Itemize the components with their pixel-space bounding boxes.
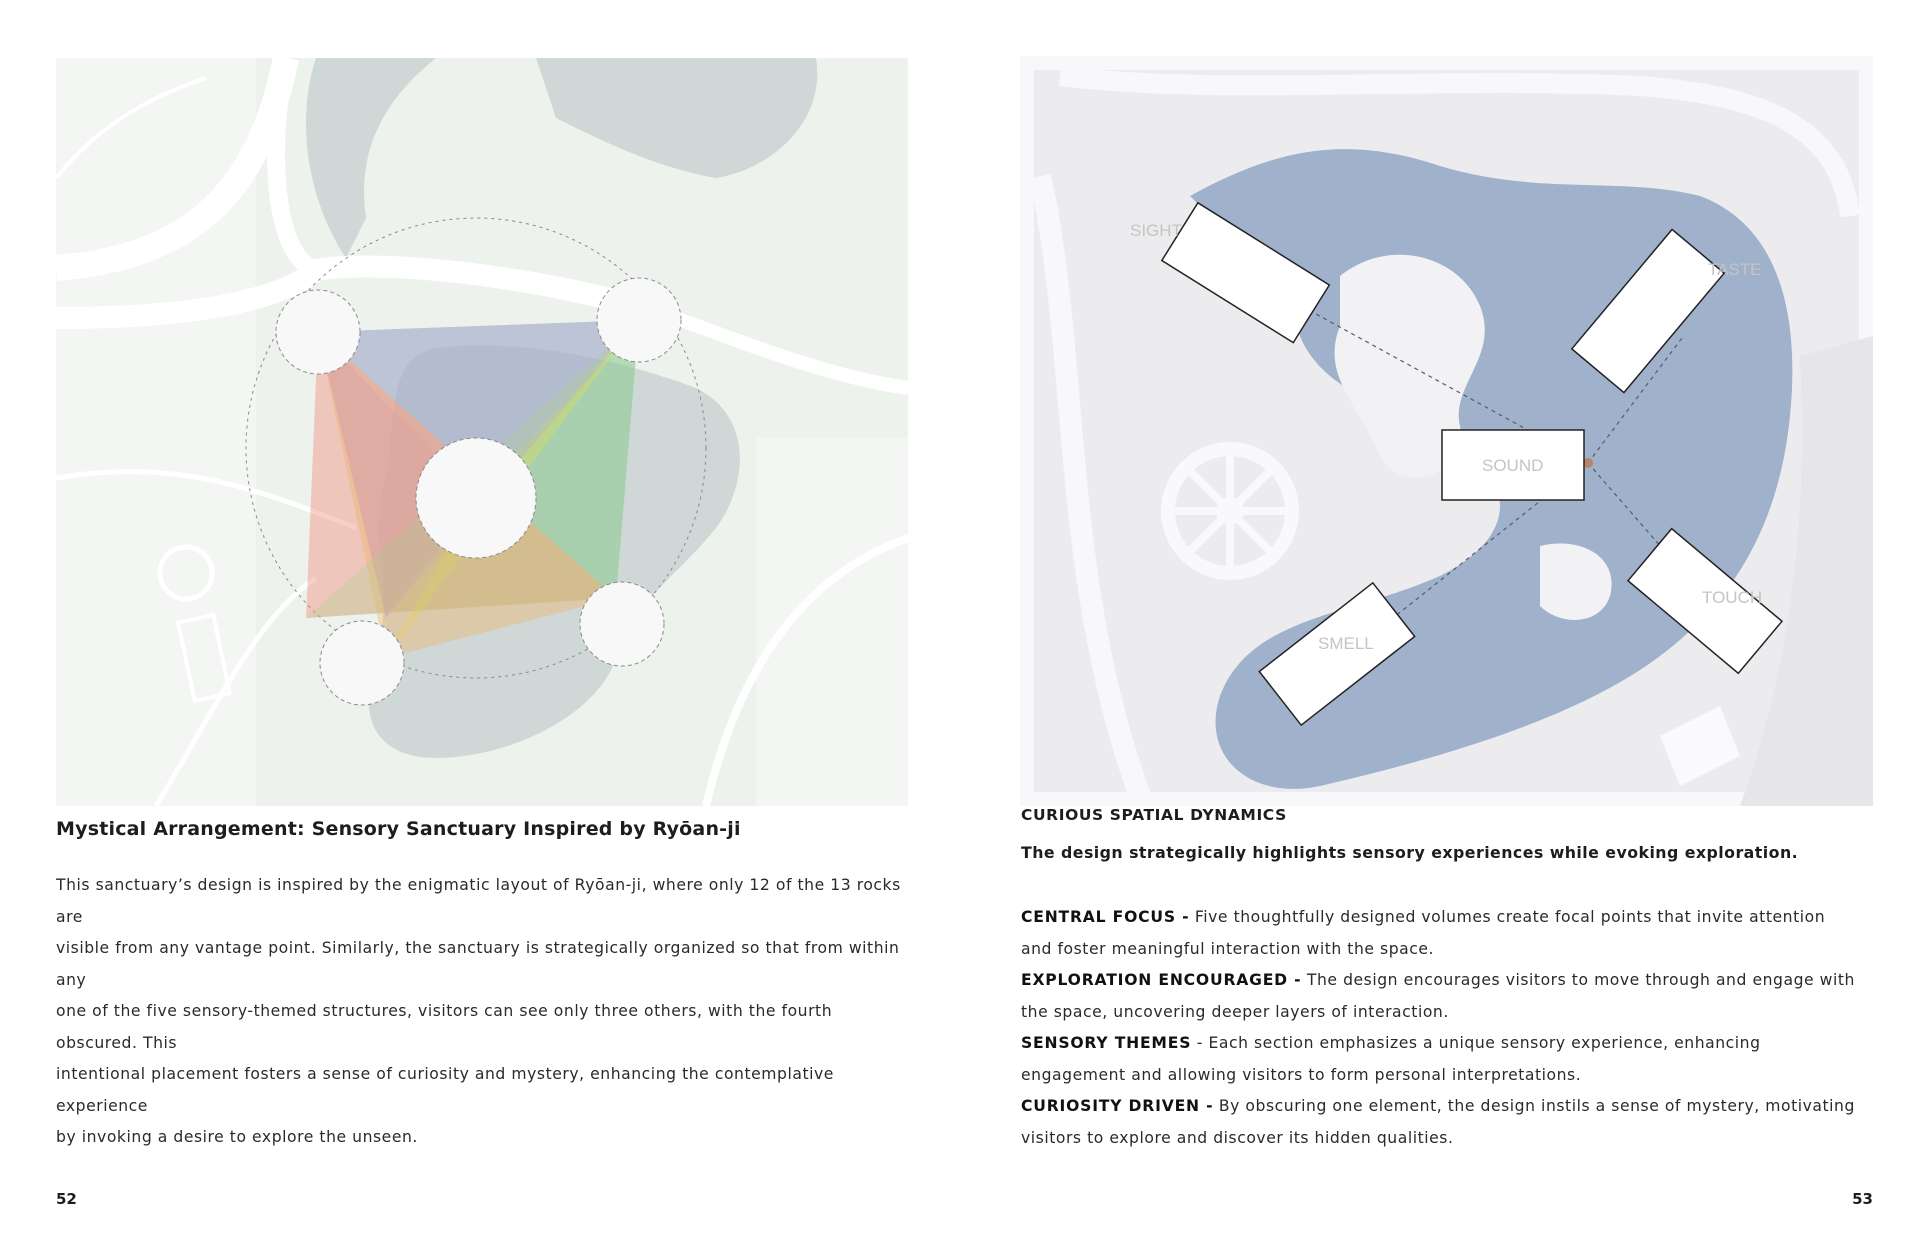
item-text: - Each section emphasizes a unique sensory experience, enhancing	[1191, 1034, 1761, 1052]
list-item	[1021, 1091, 1871, 1123]
left-body-line: visible from any vantage point. Similarly, the sanctuary is strategically organized so that from within any	[56, 939, 900, 989]
item-text: engagement and allowing visitors to form personal interpretations.	[1021, 1065, 1582, 1084]
left-body-text	[56, 870, 916, 1154]
page-number-left: 52	[56, 1190, 77, 1208]
item-term: SENSORY THEMES	[1021, 1034, 1192, 1052]
touch-label: TOUCH	[1702, 588, 1763, 607]
list-item	[1021, 965, 1871, 997]
item-text: Five thoughtfully designed volumes create focal points that invite attention	[1189, 908, 1826, 926]
sight-label: SIGHT	[1130, 221, 1182, 240]
item-text: and foster meaningful interaction with the space.	[1021, 939, 1435, 958]
list-item	[1021, 1028, 1871, 1060]
left-body-line: This sanctuary’s design is inspired by the enigmatic layout of Ryōan-ji, where only 12 of the 13 rocks are	[56, 876, 901, 926]
item-text: By obscuring one element, the design instils a sense of mystery, motivating	[1213, 1097, 1855, 1115]
item-term: EXPLORATION ENCOURAGED -	[1021, 971, 1302, 989]
left-caption-title: Mystical Arrangement: Sensory Sanctuary Inspired by Ryōan-ji	[56, 818, 741, 840]
sensory-volumes-diagram	[1020, 56, 1873, 806]
left-body-line: one of the five sensory-themed structures, visitors can see only three others, with the fourth obscured. This	[56, 1002, 833, 1052]
sound-label: SOUND	[1482, 456, 1544, 475]
item-text: the space, uncovering deeper layers of interaction.	[1021, 1002, 1449, 1021]
item-text: visitors to explore and discover its hidden qualities.	[1021, 1128, 1454, 1147]
left-body-line: by invoking a desire to explore the unseen.	[56, 1128, 418, 1146]
taste-label: TASTE	[1708, 260, 1762, 279]
right-heading: CURIOUS SPATIAL DYNAMICS	[1021, 806, 1287, 824]
page-number-right: 53	[1852, 1190, 1873, 1208]
list-item	[1021, 902, 1871, 934]
smell-label: SMELL	[1318, 634, 1374, 653]
right-body-text	[1021, 902, 1871, 1154]
right-subheading: The design strategically highlights sensory experiences while evoking exploration.	[1021, 843, 1799, 862]
item-text: The design encourages visitors to move through and engage with	[1301, 971, 1855, 989]
site-plan-diagram	[56, 58, 908, 806]
item-term: CENTRAL FOCUS -	[1021, 908, 1190, 926]
item-term: CURIOSITY DRIVEN -	[1021, 1097, 1214, 1115]
left-body-line: intentional placement fosters a sense of curiosity and mystery, enhancing the contemplative experience	[56, 1065, 834, 1115]
